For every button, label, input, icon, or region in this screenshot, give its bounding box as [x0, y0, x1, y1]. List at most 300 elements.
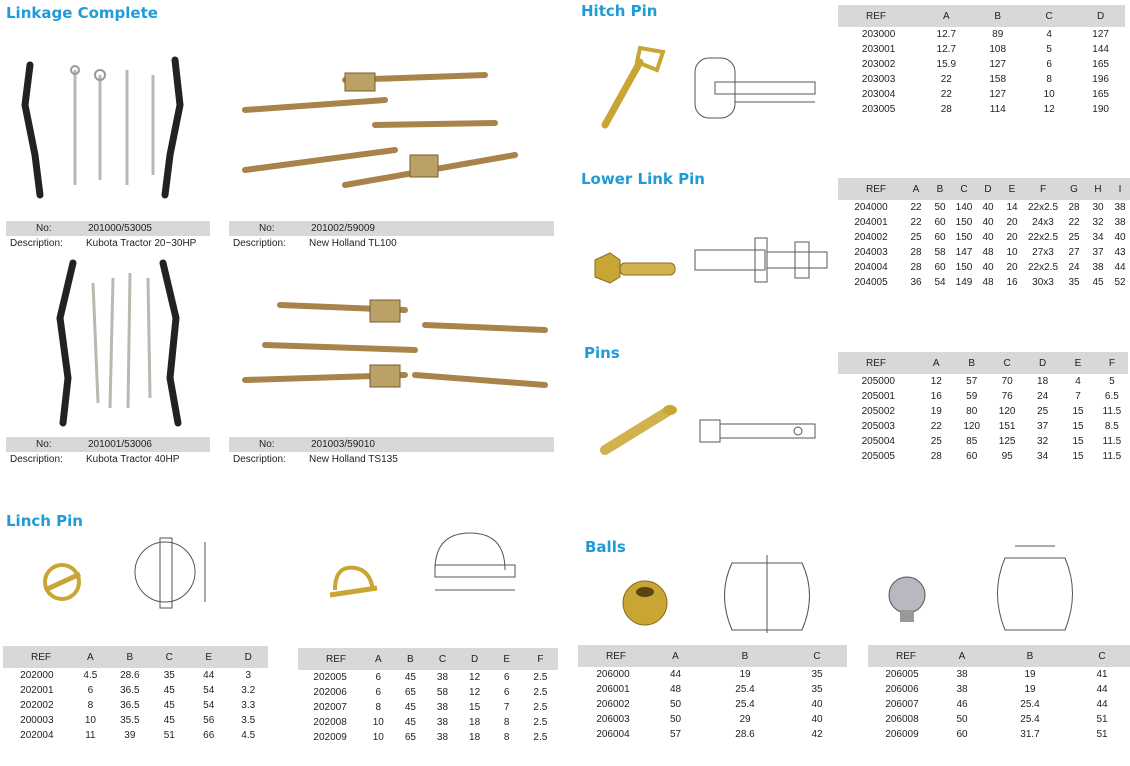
column-header: B	[954, 352, 989, 374]
table-cell: 205003	[861, 421, 895, 432]
table-cell: 28	[1068, 202, 1080, 213]
table-cell: 38	[956, 684, 968, 695]
table-cell: 196	[1092, 74, 1109, 85]
table-cell: 38	[1092, 262, 1104, 273]
table-cell: 2.5	[533, 717, 548, 728]
table-row	[838, 434, 1128, 449]
title-pins: Pins	[584, 344, 620, 362]
table-cell: 15	[1072, 451, 1084, 462]
column-header: F	[1024, 178, 1062, 200]
column-header: REF	[838, 352, 919, 374]
column-header: A	[919, 5, 973, 27]
table-cell: 10	[372, 717, 384, 728]
table-cell: 204005	[854, 277, 888, 288]
table-cell: 28	[940, 104, 952, 115]
table-row	[3, 683, 268, 698]
column-header: D	[459, 648, 491, 670]
table-cell: 203004	[861, 89, 896, 100]
table-cell: 120	[963, 421, 981, 432]
column-header: E	[1060, 352, 1095, 374]
table-cell: 34	[1037, 451, 1049, 462]
description-value: New Holland TS135	[309, 454, 398, 465]
table-cell: 22x2.5	[1027, 232, 1059, 243]
ball-drawing-2	[985, 538, 1085, 638]
table-cell: 46	[956, 699, 968, 710]
table-cell: 66	[203, 730, 215, 741]
table-cell: 29	[739, 714, 751, 725]
table-cell: 202008	[313, 717, 347, 728]
table-cell: 206002	[596, 699, 630, 710]
table-cell: 22x2.5	[1027, 262, 1059, 273]
linkage-info-201001	[6, 437, 210, 467]
table-row	[3, 698, 268, 713]
table-cell: 25.4	[735, 699, 755, 710]
table-cell: 202006	[313, 687, 347, 698]
table-cell: 206005	[885, 669, 919, 680]
table-cell: 12	[1043, 104, 1055, 115]
table-cell: 51	[1096, 714, 1108, 725]
table-cell: 95	[1001, 451, 1013, 462]
table-cell: 35	[1068, 277, 1080, 288]
table-cell: 15	[469, 702, 481, 713]
table-cell: 51	[1096, 729, 1108, 740]
table-cell: 12.7	[936, 29, 957, 40]
table-cell: 158	[989, 74, 1007, 85]
table-cell: 28	[930, 451, 942, 462]
column-header: F	[1096, 352, 1128, 374]
table-cell: 12	[469, 672, 481, 683]
table-cell: 20	[1006, 262, 1018, 273]
table-row	[868, 697, 1130, 712]
linkage-info-201000	[6, 221, 210, 251]
table-cell: 19	[1024, 684, 1036, 695]
table-cell: 28	[910, 262, 922, 273]
table-cell: 114	[989, 104, 1006, 115]
table-cell: 202001	[20, 685, 54, 696]
description-value: Kubota Tractor 40HP	[86, 454, 180, 465]
table-cell: 204000	[854, 202, 888, 213]
table-row	[298, 685, 558, 700]
linch-pin-drawing-ring	[130, 530, 240, 620]
table-cell: 18	[469, 732, 481, 743]
table-row	[3, 713, 268, 728]
column-header: D	[976, 178, 1000, 200]
description-label: Description:	[233, 238, 286, 249]
table-cell: 38	[1114, 202, 1126, 213]
description-label: Description:	[10, 238, 63, 249]
column-header: A	[919, 352, 954, 374]
no-label: No:	[259, 223, 275, 234]
no-label: No:	[36, 439, 52, 450]
table-cell: 206008	[885, 714, 919, 725]
column-header: A	[71, 646, 110, 668]
table-row	[838, 260, 1130, 275]
table-row	[578, 697, 847, 712]
table-cell: 15.9	[936, 59, 957, 70]
table-cell: 52	[1114, 277, 1126, 288]
table-cell: 48	[669, 684, 682, 695]
table-cell: 205005	[861, 451, 895, 462]
table-cell: 38	[436, 732, 449, 743]
table-cell: 18	[469, 717, 481, 728]
table-cell: 34	[1092, 232, 1104, 243]
pin-drawing	[680, 400, 830, 455]
table-cell: 151	[998, 421, 1016, 432]
table-cell: 6	[503, 672, 510, 683]
table-cell: 8	[1046, 74, 1052, 85]
table-cell: 5	[1109, 376, 1115, 387]
table-cell: 6	[375, 672, 382, 683]
table-cell: 37	[1092, 247, 1104, 258]
table-cell: 22	[940, 74, 952, 85]
table-row	[3, 728, 268, 743]
table-cell: 14	[1006, 202, 1018, 213]
table-cell: 28.6	[120, 670, 140, 681]
table-row	[838, 215, 1130, 230]
table-cell: 206003	[596, 714, 630, 725]
title-hitch-pin: Hitch Pin	[581, 2, 658, 20]
table-cell: 203000	[861, 29, 896, 40]
table-cell: 60	[934, 262, 946, 273]
table-cell: 60	[934, 232, 946, 243]
table-cell: 2.5	[533, 732, 548, 743]
pin-photo	[595, 400, 680, 460]
table-cell: 58	[436, 687, 449, 698]
table-cell: 127	[1092, 29, 1109, 40]
table-row	[838, 419, 1128, 434]
linkage-info-201003	[229, 437, 554, 467]
table-cell: 35.5	[120, 715, 140, 726]
column-header: B	[110, 646, 149, 668]
table-cell: 85	[966, 436, 978, 447]
table-cell: 45	[404, 717, 416, 728]
table-cell: 15	[1072, 436, 1084, 447]
table-cell: 37	[1037, 421, 1049, 432]
table-cell: 50	[669, 714, 682, 725]
table-cell: 6.5	[1104, 391, 1119, 402]
table-cell: 45	[163, 700, 175, 711]
table-row	[868, 682, 1130, 697]
table-cell: 25	[910, 232, 922, 243]
table-cell: 190	[1092, 104, 1109, 115]
table-cell: 48	[982, 277, 994, 288]
table-cell: 8.5	[1104, 421, 1119, 432]
column-header: REF	[3, 646, 71, 668]
table-cell: 202004	[20, 730, 54, 741]
table-cell: 42	[811, 729, 823, 740]
table-row	[838, 404, 1128, 419]
title-linkage-complete: Linkage Complete	[6, 4, 158, 22]
table-row	[578, 712, 847, 727]
linkage-photo-new-holland-tl100	[235, 65, 525, 195]
table-cell: 58	[934, 247, 946, 258]
table-cell: 25	[1037, 406, 1049, 417]
table-cell: 40	[811, 699, 823, 710]
column-header: B	[394, 648, 426, 670]
table-cell: 27	[1068, 247, 1080, 258]
table-cell: 7	[503, 702, 510, 713]
table-row	[838, 275, 1130, 290]
table-cell: 11	[85, 730, 96, 741]
linkage-photo-new-holland-ts135	[235, 295, 555, 405]
table-cell: 203005	[861, 104, 896, 115]
table-cell: 203003	[861, 74, 896, 85]
table-cell: 24x3	[1032, 217, 1054, 228]
column-header: C	[1022, 5, 1076, 27]
table-cell: 11.5	[1102, 451, 1122, 462]
column-header: E	[189, 646, 228, 668]
table-cell: 3.3	[241, 700, 256, 711]
table-cell: 45	[163, 685, 175, 696]
description-label: Description:	[10, 454, 63, 465]
table-row	[838, 245, 1130, 260]
table-cell: 6	[1046, 59, 1052, 70]
column-header: B	[988, 645, 1072, 667]
column-header: REF	[298, 648, 362, 670]
table-cell: 204001	[854, 217, 888, 228]
hitch-pin-table	[838, 5, 1125, 117]
column-header: A	[362, 648, 394, 670]
table-row	[838, 389, 1128, 404]
table-cell: 38	[1114, 217, 1126, 228]
table-cell: 40	[811, 714, 823, 725]
table-cell: 2.5	[533, 702, 548, 713]
table-cell: 202005	[313, 672, 347, 683]
table-row	[298, 670, 558, 685]
table-cell: 15	[1072, 406, 1084, 417]
table-cell: 50	[669, 699, 682, 710]
column-header: REF	[578, 645, 648, 667]
table-cell: 165	[1092, 89, 1109, 100]
table-cell: 4	[1046, 29, 1052, 40]
table-cell: 8	[503, 717, 510, 728]
table-cell: 35	[811, 684, 823, 695]
lower-link-pin-photo	[590, 245, 680, 290]
table-cell: 40	[982, 232, 994, 243]
table-cell: 204004	[854, 262, 888, 273]
table-cell: 2.5	[533, 687, 548, 698]
table-cell: 204003	[854, 247, 888, 258]
title-balls: Balls	[585, 538, 626, 556]
table-cell: 150	[955, 217, 973, 228]
table-cell: 28.6	[735, 729, 755, 740]
table-cell: 28	[910, 247, 922, 258]
lower-link-pin-drawing	[685, 232, 835, 292]
hitch-pin-drawing	[675, 50, 825, 125]
column-header: REF	[838, 5, 919, 27]
table-row	[578, 667, 847, 682]
table-cell: 18	[1037, 376, 1049, 387]
hitch-pin-photo	[595, 40, 670, 135]
table-cell: 59	[966, 391, 978, 402]
table-cell: 22	[910, 217, 922, 228]
table-cell: 80	[966, 406, 978, 417]
table-cell: 22	[930, 421, 942, 432]
table-row	[298, 715, 558, 730]
table-cell: 50	[956, 714, 968, 725]
table-cell: 32	[1092, 217, 1104, 228]
table-row	[838, 87, 1125, 102]
table-cell: 200003	[20, 715, 54, 726]
table-cell: 6	[375, 687, 382, 698]
table-cell: 206006	[885, 684, 919, 695]
column-header: B	[703, 645, 787, 667]
table-cell: 35	[163, 670, 175, 681]
table-cell: 11.5	[1102, 436, 1122, 447]
table-cell: 38	[436, 717, 449, 728]
column-header: REF	[868, 645, 936, 667]
table-row	[838, 449, 1128, 464]
table-cell: 45	[404, 672, 416, 683]
table-cell: 6	[87, 685, 94, 696]
table-cell: 11.5	[1102, 406, 1122, 417]
table-cell: 4.5	[83, 670, 98, 681]
column-header: A	[904, 178, 928, 200]
table-cell: 3.2	[241, 685, 256, 696]
table-cell: 8	[87, 700, 94, 711]
table-cell: 205001	[861, 391, 895, 402]
table-cell: 38	[436, 702, 449, 713]
table-cell: 38	[436, 672, 449, 683]
table-cell: 44	[1114, 262, 1126, 273]
table-cell: 89	[992, 29, 1004, 40]
table-cell: 10	[372, 732, 384, 743]
table-cell: 108	[989, 44, 1007, 55]
table-cell: 2.5	[533, 672, 548, 683]
table-cell: 10	[1043, 89, 1055, 100]
table-cell: 43	[1114, 247, 1126, 258]
table-cell: 12.7	[936, 44, 957, 55]
column-header: B	[928, 178, 952, 200]
table-cell: 24	[1037, 391, 1049, 402]
column-header: D	[1025, 352, 1060, 374]
table-cell: 38	[956, 669, 968, 680]
table-cell: 3	[245, 670, 252, 681]
table-cell: 202002	[20, 700, 54, 711]
table-cell: 40	[982, 262, 994, 273]
table-row	[838, 374, 1128, 389]
description-label: Description:	[233, 454, 286, 465]
table-cell: 4.5	[241, 730, 256, 741]
table-cell: 8	[375, 702, 382, 713]
table-cell: 54	[934, 277, 946, 288]
table-cell: 125	[998, 436, 1016, 447]
table-cell: 25.4	[1020, 714, 1040, 725]
table-cell: 44	[669, 669, 682, 680]
table-cell: 205004	[861, 436, 895, 447]
description-value: Kubota Tractor 20~30HP	[86, 238, 197, 249]
table-cell: 19	[930, 406, 942, 417]
lower-link-pin-table	[838, 178, 1130, 290]
table-cell: 12	[469, 687, 481, 698]
table-cell: 127	[989, 89, 1007, 100]
column-header: C	[952, 178, 976, 200]
table-cell: 76	[1001, 391, 1013, 402]
table-cell: 36.5	[120, 700, 140, 711]
table-row	[298, 700, 558, 715]
table-cell: 30x3	[1032, 277, 1054, 288]
linch-pin-photo-arch	[325, 560, 380, 605]
table-cell: 120	[998, 406, 1016, 417]
table-cell: 40	[982, 217, 994, 228]
table-row	[838, 102, 1125, 117]
table-cell: 140	[955, 202, 973, 213]
table-cell: 44	[203, 670, 215, 681]
table-cell: 3.5	[241, 715, 256, 726]
table-cell: 25.4	[1020, 699, 1040, 710]
table-cell: 150	[955, 262, 973, 273]
table-cell: 25.4	[735, 684, 755, 695]
table-cell: 30	[1092, 202, 1104, 213]
column-header: REF	[838, 178, 904, 200]
table-cell: 57	[669, 729, 682, 740]
table-cell: 203001	[861, 44, 896, 55]
title-lower-link-pin: Lower Link Pin	[581, 170, 705, 188]
table-cell: 12	[930, 376, 942, 387]
table-cell: 40	[1114, 232, 1126, 243]
title-linch-pin: Linch Pin	[6, 512, 83, 530]
table-row	[298, 730, 558, 745]
table-cell: 24	[1068, 262, 1080, 273]
table-cell: 165	[1092, 59, 1109, 70]
table-row	[838, 200, 1130, 215]
table-cell: 10	[84, 715, 96, 726]
table-cell: 44	[1096, 699, 1108, 710]
column-header: D	[1076, 5, 1125, 27]
table-cell: 36.5	[120, 685, 140, 696]
linkage-info-201002	[229, 221, 554, 251]
table-cell: 206009	[885, 729, 919, 740]
column-header: C	[426, 648, 458, 670]
table-cell: 16	[930, 391, 942, 402]
table-cell: 45	[404, 702, 416, 713]
table-cell: 147	[955, 247, 973, 258]
column-header: C	[989, 352, 1024, 374]
table-cell: 32	[1037, 436, 1049, 447]
column-header: B	[973, 5, 1022, 27]
table-cell: 54	[203, 700, 215, 711]
table-cell: 25	[1068, 232, 1080, 243]
table-cell: 4	[1075, 376, 1081, 387]
table-cell: 50	[934, 202, 946, 213]
table-row	[838, 42, 1125, 57]
table-cell: 70	[1001, 376, 1013, 387]
column-header: C	[1072, 645, 1130, 667]
table-cell: 65	[404, 687, 416, 698]
table-row	[578, 682, 847, 697]
table-cell: 48	[982, 247, 994, 258]
table-cell: 8	[503, 732, 510, 743]
table-cell: 6	[503, 687, 510, 698]
table-cell: 22	[1068, 217, 1080, 228]
column-header: F	[523, 648, 558, 670]
table-cell: 27x3	[1032, 247, 1054, 258]
column-header: E	[1000, 178, 1024, 200]
table-cell: 44	[1096, 684, 1108, 695]
table-cell: 41	[1096, 669, 1108, 680]
table-cell: 206001	[596, 684, 630, 695]
column-header: A	[648, 645, 703, 667]
table-cell: 39	[124, 730, 136, 741]
table-row	[868, 712, 1130, 727]
no-label: No:	[259, 439, 275, 450]
table-cell: 54	[203, 685, 215, 696]
column-header: C	[787, 645, 847, 667]
table-cell: 5	[1046, 44, 1052, 55]
table-cell: 202009	[313, 732, 347, 743]
table-row	[868, 727, 1130, 742]
table-cell: 144	[1092, 44, 1109, 55]
